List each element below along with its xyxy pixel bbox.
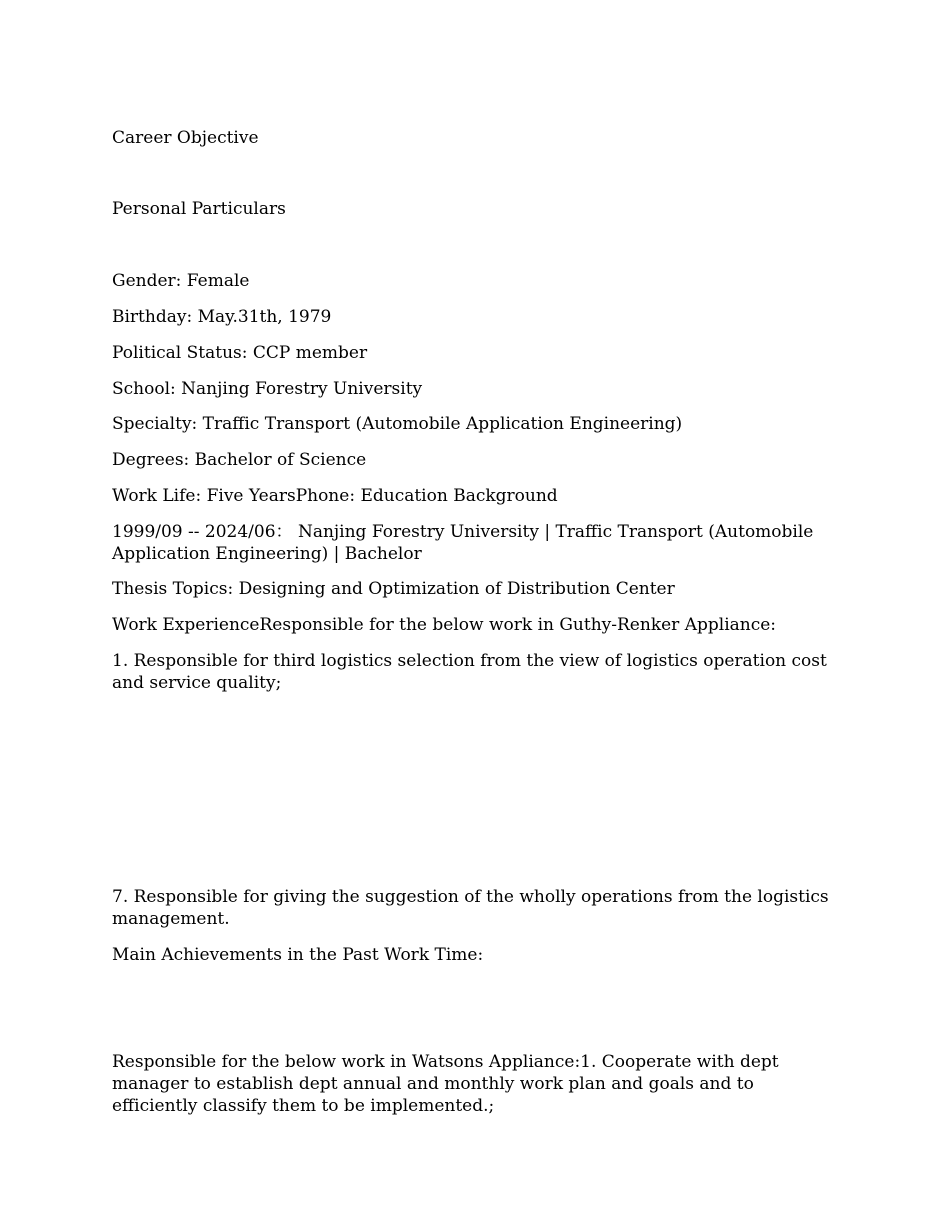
main-achievements-heading: Main Achievements in the Past Work Time: bbox=[112, 945, 484, 965]
work-experience-heading: Work ExperienceResponsible for the below work in Guthy-Renker Appliance: bbox=[112, 615, 777, 635]
political-status-line: Political Status: CCP member bbox=[112, 343, 368, 363]
duty-item-7: 7. Responsible for giving the suggestion of the wholly operations from the logistics management. bbox=[112, 887, 829, 929]
personal-particulars-heading: Personal Particulars bbox=[112, 199, 286, 219]
gender-line: Gender: Female bbox=[112, 271, 250, 291]
duty-item-1: 1. Responsible for third logistics selection from the view of logistics operation cost and service quality; bbox=[112, 651, 827, 693]
degrees-line: Degrees: Bachelor of Science bbox=[112, 450, 367, 470]
birthday-line: Birthday: May.31th, 1979 bbox=[112, 307, 332, 327]
watsons-work-paragraph: Responsible for the below work in Watsons Appliance:1. Cooperate with dept manager to establish dept annual and monthly work plan and goals and to efficiently classify them to be implemented.; bbox=[112, 1052, 779, 1116]
specialty-line: Specialty: Traffic Transport (Automobile Application Engineering) bbox=[112, 414, 683, 434]
work-life-line: Work Life: Five YearsPhone: Education Background bbox=[112, 486, 558, 506]
career-objective-heading: Career Objective bbox=[112, 128, 259, 148]
education-entry: 1999/09 -- 2024/06： Nanjing Forestry University | Traffic Transport (Automobile Application Engineering) | Bachelor bbox=[112, 522, 814, 564]
thesis-topics-line: Thesis Topics: Designing and Optimization of Distribution Center bbox=[112, 579, 675, 599]
school-line: School: Nanjing Forestry University bbox=[112, 379, 423, 399]
